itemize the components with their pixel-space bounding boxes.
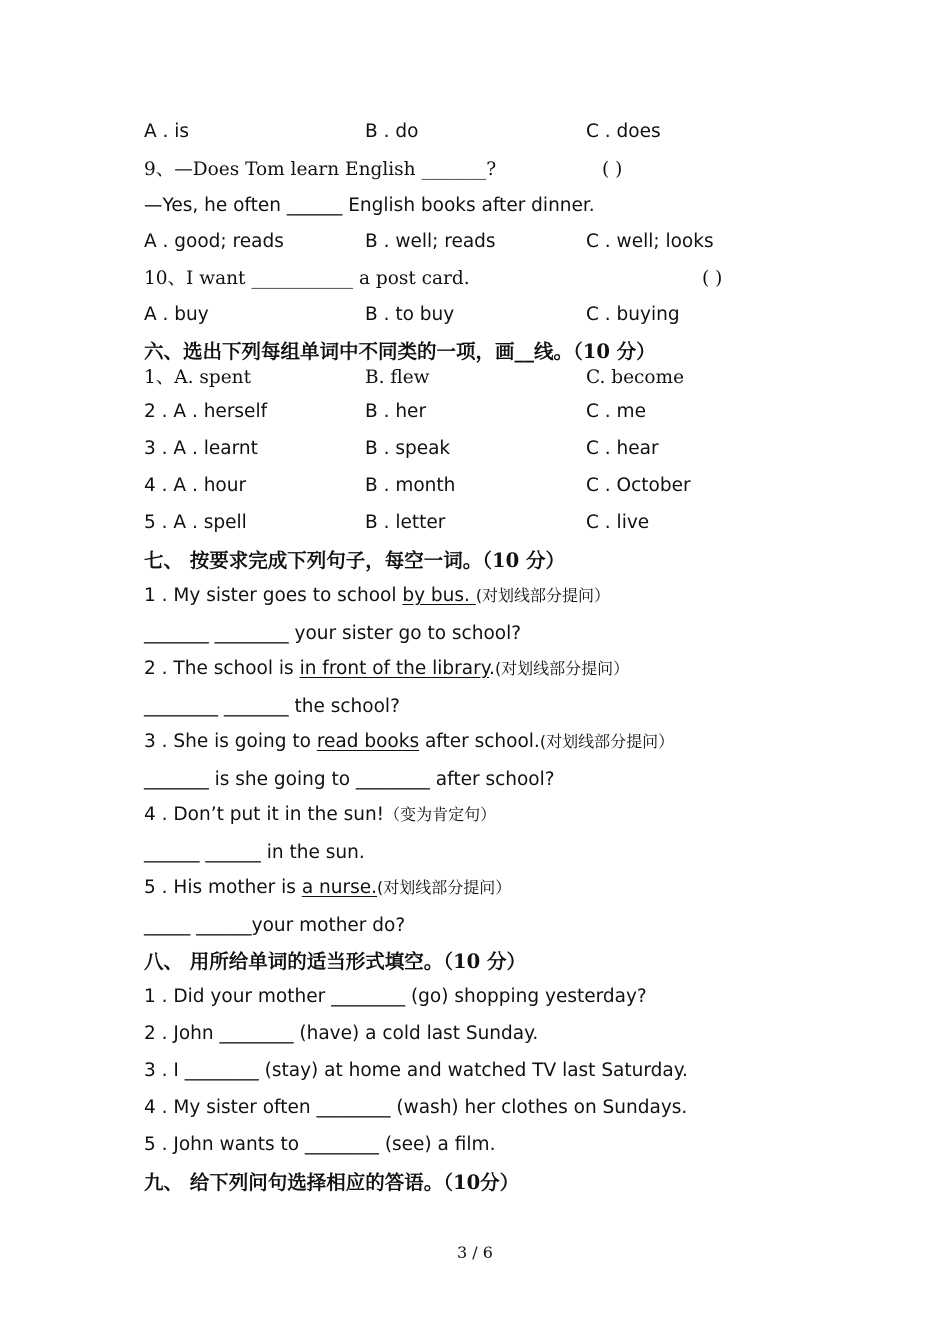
q10-question: 10、I want ___________ a post card.: [144, 268, 470, 289]
section8-item1: 1 . Did your mother ________ (go) shopping yesterday?: [144, 986, 647, 1007]
section6-row3-c: C . hear: [586, 438, 659, 459]
section6-row5-a: 5 . A . spell: [144, 512, 247, 533]
section6-row2-a: 2 . A . herself: [144, 401, 268, 422]
section7-item5-text: 5 . His mother is: [144, 877, 302, 898]
section7-item3-note: (对划线部分提问）: [539, 732, 675, 751]
q10-option-c: C . buying: [586, 304, 680, 325]
section7-item2-text: 2 . The school is: [144, 658, 300, 679]
section7-item5: [144, 876, 511, 900]
section7-item4-note: （变为肯定句）: [384, 805, 497, 824]
section7-item2-note: (对划线部分提问）: [494, 659, 630, 678]
section7-item1: [144, 584, 610, 608]
section6-row5-c: C . live: [586, 512, 650, 533]
q10-answer-paren: ( ): [702, 268, 723, 289]
section6-row4-c: C . October: [586, 475, 691, 496]
page-number: 3 / 6: [457, 1243, 493, 1262]
section6-row2-c: C . me: [586, 401, 646, 422]
section6-row1-a: 1、A. spent: [144, 367, 252, 388]
section7-item1-note: (对划线部分提问）: [475, 586, 611, 605]
section6-row4-b: B . month: [365, 475, 456, 496]
section7-item4-answer: ______ ______ in the sun.: [144, 842, 365, 863]
section6-row1-c: C. become: [586, 367, 685, 388]
section7-item5-note: (对划线部分提问）: [377, 878, 512, 897]
section7-item2: [144, 657, 629, 681]
q9-question: 9、—Does Tom learn English _______?: [144, 159, 497, 180]
q9-option-c: C . well; looks: [586, 231, 714, 252]
q9-option-b: B . well; reads: [365, 231, 496, 252]
section8-item2: 2 . John ________ (have) a cold last Sunday.: [144, 1023, 539, 1044]
section7-item3-underlined: read books: [316, 731, 420, 752]
q10-option-a: A . buy: [144, 304, 209, 325]
section6-row3-a: 3 . A . learnt: [144, 438, 258, 459]
section6-row4-a: 4 . A . hour: [144, 475, 247, 496]
section7-item4-text: 4 . Don’t put it in the sun!: [144, 804, 385, 825]
section6-row3-b: B . speak: [365, 438, 451, 459]
section7-item5-underlined: a nurse.: [301, 877, 378, 898]
section7-item1-underlined: by bus.: [402, 585, 476, 606]
section7-item1-answer: _______ ________ your sister go to school?: [144, 623, 522, 644]
section6-row1-b: B. flew: [365, 367, 430, 388]
section7-item2-answer: ________ _______ the school?: [144, 696, 400, 717]
q9-option-a: A . good; reads: [144, 231, 284, 252]
q8-option-a: A . is: [144, 121, 190, 142]
section7-item3-answer: _______ is she going to ________ after school?: [144, 769, 555, 790]
section7-item2-text-after: .: [489, 658, 495, 679]
section7-item3: [144, 730, 674, 754]
section7-item3-text-after: after school.: [419, 731, 540, 752]
q8-option-c: C . does: [586, 121, 661, 142]
section8-title: 八、 用所给单词的适当形式填空。（10 分）: [144, 950, 526, 973]
q10-option-b: B . to buy: [365, 304, 455, 325]
q9-answer-paren: ( ): [602, 159, 623, 180]
section6-title: 六、选出下列每组单词中不同类的一项，画__线。（10 分）: [144, 340, 656, 363]
q8-option-b: B . do: [365, 121, 419, 142]
section7-item1-text: 1 . My sister goes to school: [144, 585, 403, 606]
section8-item5: 5 . John wants to ________ (see) a film.: [144, 1134, 496, 1155]
section7-item4: [144, 803, 496, 827]
section9-title: 九、 给下列问句选择相应的答语。（10分）: [144, 1171, 520, 1194]
section6-row2-b: B . her: [365, 401, 427, 422]
section7-item2-underlined: in front of the library: [299, 658, 490, 679]
section7-title: 七、 按要求完成下列句子，每空一词。（10 分）: [144, 549, 565, 572]
section6-row5-b: B . letter: [365, 512, 446, 533]
section7-item3-text: 3 . She is going to: [144, 731, 317, 752]
section7-item5-answer: _____ ______your mother do?: [144, 915, 406, 936]
section8-item4: 4 . My sister often ________ (wash) her clothes on Sundays.: [144, 1097, 688, 1118]
q9-answer-line: —Yes, he often ______ English books after dinner.: [144, 195, 595, 216]
section8-item3: 3 . I ________ (stay) at home and watched TV last Saturday.: [144, 1060, 688, 1081]
